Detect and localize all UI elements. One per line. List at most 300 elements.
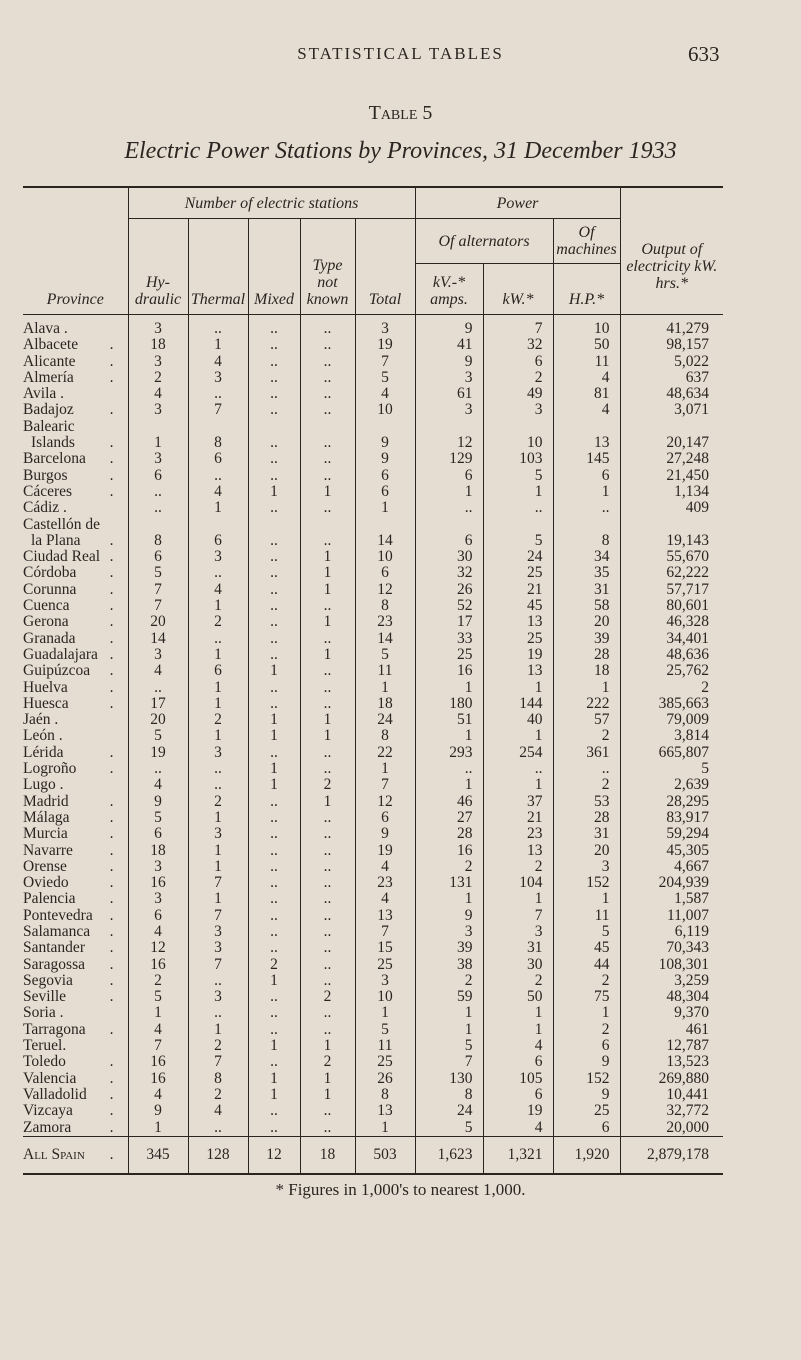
type-not-known-cell: 2 xyxy=(300,989,355,1005)
thermal-cell: 6 xyxy=(188,533,248,549)
kw-cell: 5 xyxy=(483,533,553,549)
type-not-known-cell: 18 xyxy=(300,1136,355,1174)
hydraulic-cell: 1 xyxy=(128,435,188,451)
kw-cell: 1 xyxy=(483,1005,553,1021)
kva-cell: 38 xyxy=(415,957,483,973)
hp-cell: 1 xyxy=(553,680,620,696)
hydraulic-cell: 4 xyxy=(128,1022,188,1038)
empty-cell xyxy=(188,517,248,533)
province-name: Alava . xyxy=(23,320,68,337)
province-name-continuation: la Plana xyxy=(31,531,81,549)
hydraulic-cell: 9 xyxy=(128,794,188,810)
thermal-cell: 3 xyxy=(188,370,248,386)
type-not-known-cell: .. xyxy=(300,859,355,875)
output-cell: 13,523 xyxy=(620,1054,723,1070)
hp-cell: 5 xyxy=(553,924,620,940)
type-not-known-cell: .. xyxy=(300,370,355,386)
hp-cell: 1,920 xyxy=(553,1136,620,1174)
type-not-known-cell: 1 xyxy=(300,1071,355,1087)
thermal-cell: 7 xyxy=(188,875,248,891)
total-cell: 19 xyxy=(355,843,415,859)
leader-dot: . xyxy=(109,955,114,973)
kw-cell: 103 xyxy=(483,451,553,467)
leader-dot: . xyxy=(109,743,114,761)
table-row xyxy=(23,663,723,679)
hp-cell: 34 xyxy=(553,549,620,565)
output-cell: 34,401 xyxy=(620,631,723,647)
empty-cell xyxy=(128,517,188,533)
province-name: Zamora xyxy=(23,1118,72,1136)
kva-cell: 1 xyxy=(415,891,483,907)
province-cell xyxy=(23,728,128,744)
output-cell: 10,441 xyxy=(620,1087,723,1103)
output-cell: 637 xyxy=(620,370,723,386)
hp-cell: 6 xyxy=(553,468,620,484)
total-cell: 14 xyxy=(355,533,415,549)
kva-cell: 52 xyxy=(415,598,483,614)
kw-cell: 6 xyxy=(483,1054,553,1070)
hydraulic-cell: 3 xyxy=(128,451,188,467)
empty-cell xyxy=(415,419,483,435)
kw-cell: 25 xyxy=(483,631,553,647)
table-row xyxy=(23,484,723,500)
kva-cell: 2 xyxy=(415,973,483,989)
kva-cell: 12 xyxy=(415,435,483,451)
kva-cell: 26 xyxy=(415,582,483,598)
type-not-known-cell: .. xyxy=(300,908,355,924)
mixed-cell: .. xyxy=(248,315,300,338)
kva-cell: 3 xyxy=(415,402,483,418)
output-cell: 20,000 xyxy=(620,1120,723,1137)
mixed-cell: 1 xyxy=(248,973,300,989)
province-name: Guipúzcoa xyxy=(23,662,91,680)
leader-dot: . xyxy=(109,564,114,582)
hp-cell: 31 xyxy=(553,582,620,598)
output-cell: 461 xyxy=(620,1022,723,1038)
type-not-known-cell: 1 xyxy=(300,614,355,630)
hp-cell: 3 xyxy=(553,859,620,875)
kva-cell: 5 xyxy=(415,1120,483,1137)
kva-cell: 9 xyxy=(415,908,483,924)
table-row xyxy=(23,337,723,353)
thermal-cell: 1 xyxy=(188,337,248,353)
type-not-known-cell: .. xyxy=(300,761,355,777)
kva-cell: 39 xyxy=(415,940,483,956)
hp-cell: 13 xyxy=(553,435,620,451)
leader-dot: . xyxy=(109,629,114,647)
output-cell: 108,301 xyxy=(620,957,723,973)
mixed-cell: 1 xyxy=(248,777,300,793)
province-cell xyxy=(23,1087,128,1103)
thermal-cell: .. xyxy=(188,386,248,402)
hp-cell: 53 xyxy=(553,794,620,810)
hp-cell: 2 xyxy=(553,973,620,989)
province-name: Balearic xyxy=(23,417,75,435)
table-title: Electric Power Stations by Provinces, 31 December 1933 xyxy=(124,138,677,164)
province-name: Alicante xyxy=(23,352,76,370)
hydraulic-cell: 4 xyxy=(128,777,188,793)
kva-cell: 25 xyxy=(415,647,483,663)
total-cell: 23 xyxy=(355,875,415,891)
province-cell xyxy=(23,680,128,696)
mixed-cell: .. xyxy=(248,1120,300,1137)
province-cell xyxy=(23,1136,128,1174)
hp-cell: 6 xyxy=(553,1038,620,1054)
hydraulic-cell: 7 xyxy=(128,1038,188,1054)
hydraulic-cell: 3 xyxy=(128,859,188,875)
total-cell: 13 xyxy=(355,908,415,924)
table-row xyxy=(23,745,723,761)
output-cell: 83,917 xyxy=(620,810,723,826)
kw-cell: 6 xyxy=(483,1087,553,1103)
table-row xyxy=(23,549,723,565)
province-name: Soria . xyxy=(23,1004,64,1022)
kw-cell: 4 xyxy=(483,1120,553,1137)
mixed-cell: 1 xyxy=(248,663,300,679)
output-cell: 5,022 xyxy=(620,354,723,370)
mixed-cell: .. xyxy=(248,826,300,842)
output-cell: 21,450 xyxy=(620,468,723,484)
hp-cell: 28 xyxy=(553,810,620,826)
kva-cell: 24 xyxy=(415,1103,483,1119)
hydraulic-cell: 3 xyxy=(128,354,188,370)
province-cell xyxy=(23,315,128,338)
total-cell: 22 xyxy=(355,745,415,761)
thermal-cell: .. xyxy=(188,777,248,793)
type-not-known-cell: .. xyxy=(300,1005,355,1021)
leader-dot: . xyxy=(109,1085,114,1103)
hp-cell: 2 xyxy=(553,728,620,744)
province-cell xyxy=(23,337,128,353)
type-not-known-cell: .. xyxy=(300,631,355,647)
hp-cell: 8 xyxy=(553,533,620,549)
mixed-cell: .. xyxy=(248,1022,300,1038)
header-total: Total xyxy=(355,219,415,315)
province-cell xyxy=(23,1038,128,1054)
mixed-cell: .. xyxy=(248,940,300,956)
output-cell: 9,370 xyxy=(620,1005,723,1021)
kva-cell: 1 xyxy=(415,777,483,793)
leader-dot: . xyxy=(109,1053,114,1071)
province-name: Lérida xyxy=(23,743,64,761)
header-hydraulic: Hy- draulic xyxy=(128,219,188,315)
type-not-known-cell: .. xyxy=(300,891,355,907)
leader-dot: . xyxy=(109,662,114,680)
kva-cell: 6 xyxy=(415,533,483,549)
total-cell: 15 xyxy=(355,940,415,956)
total-cell: 25 xyxy=(355,957,415,973)
type-not-known-cell: 1 xyxy=(300,565,355,581)
mixed-cell: .. xyxy=(248,370,300,386)
hydraulic-cell: 2 xyxy=(128,370,188,386)
province-name: Navarre xyxy=(23,841,73,859)
empty-cell xyxy=(300,419,355,435)
empty-cell xyxy=(248,517,300,533)
kva-cell: 1 xyxy=(415,680,483,696)
kw-cell: 30 xyxy=(483,957,553,973)
hp-cell: 1 xyxy=(553,484,620,500)
table-row xyxy=(23,468,723,484)
thermal-cell: .. xyxy=(188,315,248,338)
province-name: León . xyxy=(23,727,63,745)
province-cell xyxy=(23,924,128,940)
empty-cell xyxy=(620,419,723,435)
leader-dot: . xyxy=(109,580,114,598)
province-name: Palencia xyxy=(23,890,76,908)
province-cell xyxy=(23,1120,128,1137)
total-cell: 12 xyxy=(355,794,415,810)
kw-cell: 1 xyxy=(483,1022,553,1038)
mixed-cell: .. xyxy=(248,1005,300,1021)
empty-cell xyxy=(483,517,553,533)
total-cell: 7 xyxy=(355,777,415,793)
table-row xyxy=(23,875,723,891)
province-name: Orense xyxy=(23,857,67,875)
kva-cell: 33 xyxy=(415,631,483,647)
header-kw: kW.* xyxy=(483,264,553,315)
province-name: Toledo xyxy=(23,1053,66,1071)
mixed-cell: 1 xyxy=(248,1038,300,1054)
hp-cell: 2 xyxy=(553,1022,620,1038)
type-not-known-cell: .. xyxy=(300,598,355,614)
hp-cell: 44 xyxy=(553,957,620,973)
hp-cell: .. xyxy=(553,500,620,516)
total-cell: 5 xyxy=(355,370,415,386)
output-cell: 25,762 xyxy=(620,663,723,679)
table-row xyxy=(23,859,723,875)
type-not-known-cell: .. xyxy=(300,1120,355,1137)
mixed-cell: .. xyxy=(248,500,300,516)
hydraulic-cell: 17 xyxy=(128,696,188,712)
hydraulic-cell: 16 xyxy=(128,957,188,973)
province-cell xyxy=(23,582,128,598)
leader-dot: . xyxy=(109,645,114,663)
mixed-cell: .. xyxy=(248,908,300,924)
total-cell: 12 xyxy=(355,582,415,598)
total-cell: 10 xyxy=(355,549,415,565)
leader-dot: . xyxy=(109,482,114,500)
type-not-known-cell: .. xyxy=(300,1022,355,1038)
thermal-cell: 3 xyxy=(188,745,248,761)
kw-cell: 32 xyxy=(483,337,553,353)
mixed-cell: .. xyxy=(248,1103,300,1119)
province-cell xyxy=(23,712,128,728)
hydraulic-cell: 18 xyxy=(128,337,188,353)
total-cell: 11 xyxy=(355,1038,415,1054)
kw-cell: 45 xyxy=(483,598,553,614)
type-not-known-cell: 1 xyxy=(300,484,355,500)
type-not-known-cell: 1 xyxy=(300,1038,355,1054)
mixed-cell: .. xyxy=(248,647,300,663)
mixed-cell: .. xyxy=(248,875,300,891)
leader-dot: . xyxy=(109,922,114,940)
hydraulic-cell: .. xyxy=(128,761,188,777)
total-cell: 1 xyxy=(355,680,415,696)
hp-cell: 2 xyxy=(553,777,620,793)
kw-cell: 1 xyxy=(483,728,553,744)
hydraulic-cell: 5 xyxy=(128,810,188,826)
empty-cell xyxy=(483,419,553,435)
leader-dot: . xyxy=(109,434,114,452)
province-cell xyxy=(23,631,128,647)
province-cell xyxy=(23,745,128,761)
kw-cell: 4 xyxy=(483,1038,553,1054)
leader-dot: . xyxy=(109,939,114,957)
mixed-cell: 1 xyxy=(248,1087,300,1103)
province-cell xyxy=(23,940,128,956)
hydraulic-cell: 4 xyxy=(128,1087,188,1103)
hp-cell: 57 xyxy=(553,712,620,728)
kva-cell: 61 xyxy=(415,386,483,402)
leader-dot: . xyxy=(109,1102,114,1120)
empty-cell xyxy=(620,517,723,533)
header-province: Province xyxy=(46,291,104,308)
mixed-cell: 1 xyxy=(248,1071,300,1087)
leader-dot: . xyxy=(109,988,114,1006)
thermal-cell: 1 xyxy=(188,859,248,875)
province-cell xyxy=(23,1022,128,1038)
header-alternators-group: Of alternators xyxy=(415,219,553,264)
hydraulic-cell: 19 xyxy=(128,745,188,761)
hp-cell: 39 xyxy=(553,631,620,647)
province-name: Huelva xyxy=(23,678,68,696)
province-name: Santander xyxy=(23,939,85,957)
table-number: Table 5 xyxy=(368,102,433,124)
province-name: Vizcaya xyxy=(23,1102,73,1120)
type-not-known-cell: .. xyxy=(300,680,355,696)
hp-cell: 25 xyxy=(553,1103,620,1119)
leader-dot: . xyxy=(109,1118,114,1136)
mixed-cell: .. xyxy=(248,386,300,402)
province-cell xyxy=(23,549,128,565)
output-cell: 385,663 xyxy=(620,696,723,712)
output-cell: 1,134 xyxy=(620,484,723,500)
leader-dot: . xyxy=(109,368,114,386)
total-cell: 14 xyxy=(355,631,415,647)
table-row xyxy=(23,354,723,370)
leader-dot: . xyxy=(109,1020,114,1038)
thermal-cell: 7 xyxy=(188,957,248,973)
province-cell xyxy=(23,777,128,793)
empty-cell xyxy=(128,419,188,435)
leader-dot: . xyxy=(109,450,114,468)
hp-cell: 58 xyxy=(553,598,620,614)
table-row xyxy=(23,794,723,810)
leader-dot: . xyxy=(109,1145,114,1163)
kva-cell: 41 xyxy=(415,337,483,353)
thermal-cell: .. xyxy=(188,565,248,581)
header-stations-group: Number of electric stations xyxy=(128,187,415,219)
kw-cell: 105 xyxy=(483,1071,553,1087)
province-cell xyxy=(23,370,128,386)
leader-dot: . xyxy=(109,694,114,712)
province-cell xyxy=(23,386,128,402)
output-cell: 48,636 xyxy=(620,647,723,663)
leader-dot: . xyxy=(109,760,114,778)
mixed-cell: .. xyxy=(248,582,300,598)
table-row xyxy=(23,614,723,630)
hp-cell: 81 xyxy=(553,386,620,402)
province-cell xyxy=(23,1054,128,1070)
province-name: Huesca xyxy=(23,694,69,712)
empty-cell xyxy=(248,419,300,435)
kw-cell: 21 xyxy=(483,582,553,598)
hp-cell: 152 xyxy=(553,1071,620,1087)
thermal-cell: 1 xyxy=(188,1022,248,1038)
kva-cell: 129 xyxy=(415,451,483,467)
total-cell: 4 xyxy=(355,891,415,907)
hydraulic-cell: 3 xyxy=(128,402,188,418)
thermal-cell: 2 xyxy=(188,614,248,630)
thermal-cell: 1 xyxy=(188,728,248,744)
total-cell: 10 xyxy=(355,989,415,1005)
kva-cell: 293 xyxy=(415,745,483,761)
thermal-cell: 3 xyxy=(188,989,248,1005)
province-cell xyxy=(23,973,128,989)
table-body xyxy=(23,315,723,1174)
header-output: Output of electricity kW. hrs.* xyxy=(620,187,723,315)
leader-dot: . xyxy=(109,971,114,989)
table-row xyxy=(23,451,723,467)
hydraulic-cell: 3 xyxy=(128,647,188,663)
kva-cell: 131 xyxy=(415,875,483,891)
province-name: Madrid xyxy=(23,792,69,810)
hp-cell: 20 xyxy=(553,843,620,859)
total-cell: 24 xyxy=(355,712,415,728)
hp-cell: .. xyxy=(553,761,620,777)
hydraulic-cell: 14 xyxy=(128,631,188,647)
table-row xyxy=(23,973,723,989)
hydraulic-cell: .. xyxy=(128,500,188,516)
province-cell xyxy=(23,957,128,973)
kw-cell: 7 xyxy=(483,908,553,924)
hp-cell: 4 xyxy=(553,402,620,418)
kw-cell: 3 xyxy=(483,924,553,940)
province-name: Pontevedra xyxy=(23,906,93,924)
table-row xyxy=(23,1005,723,1021)
kva-cell: 51 xyxy=(415,712,483,728)
type-not-known-cell: .. xyxy=(300,533,355,549)
kva-cell: 1 xyxy=(415,1005,483,1021)
hydraulic-cell: 6 xyxy=(128,908,188,924)
table-row xyxy=(23,598,723,614)
output-cell: 2,879,178 xyxy=(620,1136,723,1174)
kva-cell: 130 xyxy=(415,1071,483,1087)
province-cell xyxy=(23,663,128,679)
kw-cell: 13 xyxy=(483,843,553,859)
kw-cell: 31 xyxy=(483,940,553,956)
kva-cell: 17 xyxy=(415,614,483,630)
hydraulic-cell: 5 xyxy=(128,565,188,581)
table-row xyxy=(23,1120,723,1137)
type-not-known-cell: .. xyxy=(300,468,355,484)
total-cell: 1 xyxy=(355,1120,415,1137)
type-not-known-cell: .. xyxy=(300,1103,355,1119)
kw-cell: .. xyxy=(483,761,553,777)
kw-cell: 19 xyxy=(483,1103,553,1119)
total-cell: 1 xyxy=(355,1005,415,1021)
leader-dot: . xyxy=(109,678,114,696)
total-cell: 9 xyxy=(355,826,415,842)
hydraulic-cell: 16 xyxy=(128,1071,188,1087)
hp-cell: 1 xyxy=(553,1005,620,1021)
total-cell: 503 xyxy=(355,1136,415,1174)
type-not-known-cell: .. xyxy=(300,973,355,989)
kw-cell: 49 xyxy=(483,386,553,402)
total-cell: 8 xyxy=(355,598,415,614)
province-name: Saragossa xyxy=(23,955,85,973)
output-cell: 59,294 xyxy=(620,826,723,842)
